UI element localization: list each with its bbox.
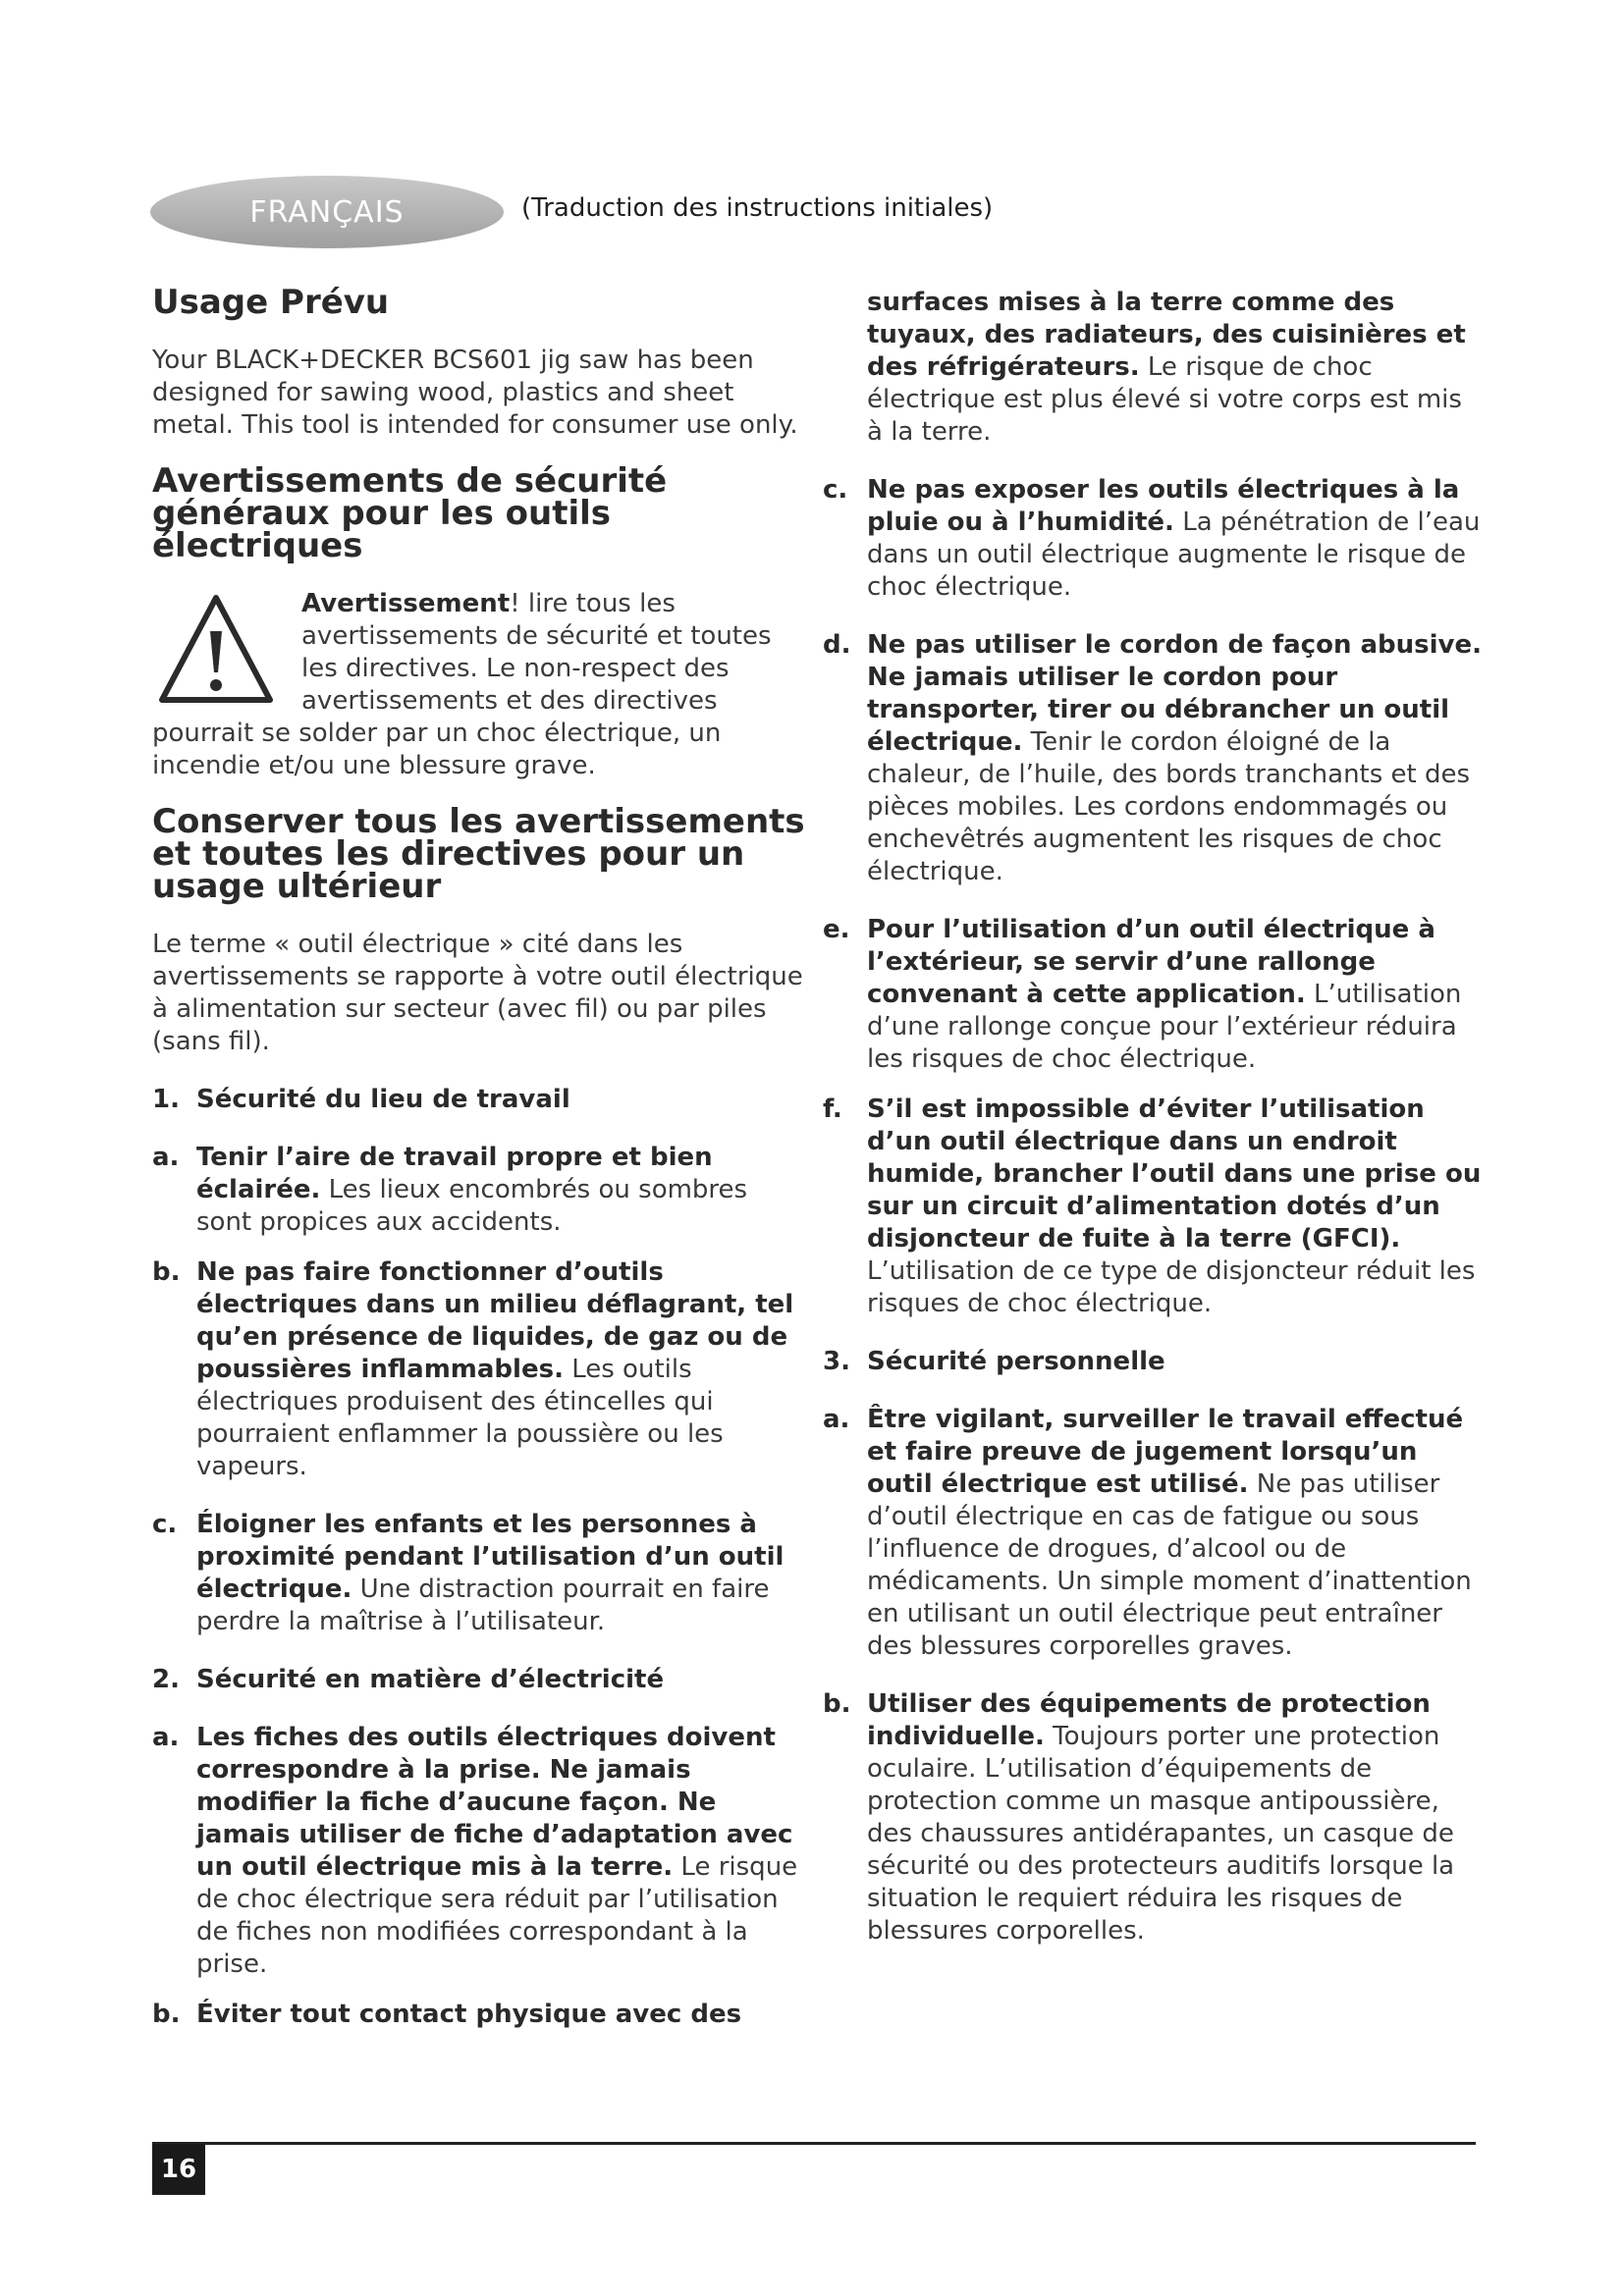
list-item: b. Ne pas faire fonctionner d’outils électriques dans un milieu déflagrant, tel qu’en présence de liquides, de gaz ou de poussières inflammables. Les outils électriques produisent des étincelles qui pourraient enflammer la poussière ou les vapeurs. (152, 1257, 794, 1481)
warning-block (152, 588, 805, 782)
list-item: a. Les fiches des outils électriques doivent correspondre à la prise. Ne jamais modifier la fiche d’aucune façon. Ne jamais utiliser de fiche d’adaptation avec un outil électrique mis à la terre. Le risque de choc électrique sera réduit par l’utilisation de fiches non modifiées correspondant à la prise. (152, 1723, 798, 1979)
section-heading: 2. Sécurité en matière d’électricité (152, 1665, 665, 1694)
section-heading: 3. Sécurité personnelle (823, 1347, 1165, 1376)
general-warnings-heading: Avertissements de sécurité généraux pour les outils électriques (152, 461, 668, 565)
list-item: f. S’il est impossible d’éviter l’utilisation d’un outil électrique dans un endroit humide, brancher l’outil dans une prise ou sur un circuit d’alimentation dotés d’un disjoncteur de fuite à la terre (GFCI). L’utilisation de ce type de disjoncteur réduit les risques de choc électrique. (823, 1095, 1482, 1318)
footer-divider (152, 2142, 1476, 2145)
page-number: 16 (152, 2144, 205, 2195)
list-item: c. Éloigner les enfants et les personnes à proximité pendant l’utilisation d’un outil électrique. Une distraction pourrait en faire perdre la maîtrise à l’utilisateur. (152, 1510, 785, 1636)
intended-use-heading: Usage Prévu (152, 283, 390, 322)
list-item: d. Ne pas utiliser le cordon de façon abusive. Ne jamais utiliser le cordon pour transporter, tirer ou débrancher un outil électrique. Tenir le cordon éloigné de la chaleur, de l’huile, des bords tranchants et des pièces mobiles. Les cordons endommagés ou enchevêtrés augmentent les risques de choc électrique. (823, 630, 1483, 886)
list-item: e. Pour l’utilisation d’un outil électrique à l’extérieur, se servir d’une rallonge convenant à cette application. L’utilisation d’une rallonge conçue pour l’extérieur réduira les risques de choc électrique. (823, 915, 1462, 1074)
list-item: c. Ne pas exposer les outils électriques à la pluie ou à l’humidité. La pénétration de l’eau dans un outil électrique augmente le risque de choc électrique. (823, 475, 1481, 602)
list-item: b. Éviter tout contact physique avec des (152, 2000, 742, 2029)
warning-label: Avertissement (301, 589, 511, 618)
list-item-continued: surfaces mises à la terre comme des tuyaux, des radiateurs, des cuisinières et des réfrigérateurs. Le risque de choc électrique est plus élevé si votre corps est mis à la terre. (867, 288, 1466, 447)
power-tool-term-text: Le terme « outil électrique » cité dans les avertissements se rapporte à votre outil électrique à alimentation sur secteur (avec fil) ou par piles (sans fil). (152, 930, 803, 1056)
keep-instructions-heading: Conserver tous les avertissements et toutes les directives pour un usage ultérieur (152, 802, 805, 906)
language-badge: FRANÇAIS (150, 176, 504, 248)
left-column (152, 283, 805, 2031)
section-heading: 1. Sécurité du lieu de travail (152, 1085, 570, 1114)
page-header (150, 172, 1328, 250)
warning-text: Avertissement! lire tous les avertissements de sécurité et toutes les directives. Le non-respect des avertissements et des directives pourrait se solder par un choc électrique, un incendie et/ou une blessure grave. (152, 589, 772, 780)
right-column (823, 287, 1486, 1948)
list-item: a. Tenir l’aire de travail propre et bien éclairée. Les lieux encombrés ou sombres sont propices aux accidents. (152, 1143, 748, 1237)
warning-triangle-icon (156, 592, 276, 708)
list-item: a. Être vigilant, surveiller le travail effectué et faire preuve de jugement lorsqu’un outil électrique est utilisé. Ne pas utiliser d’outil électrique en cas de fatigue ou sous l’influence de drogues, d’alcool ou de médicaments. Un simple moment d’inattention en utilisant un outil électrique peut entraîner des blessures corporelles graves. (823, 1405, 1472, 1661)
intended-use-text: Your BLACK+DECKER BCS601 jig saw has been designed for sawing wood, plastics and sheet metal. This tool is intended for consumer use only. (152, 346, 798, 440)
list-item: b. Utiliser des équipements de protection individuelle. Toujours porter une protection oculaire. L’utilisation d’équipements de protection comme un masque antipoussière, des chaussures antidérapantes, un casque de sécurité ou des protecteurs auditifs lorsque la situation le requiert réduira les risques de blessures corporelles. (823, 1689, 1455, 1946)
translation-subtitle: (Traduction des instructions initiales) (521, 193, 994, 223)
